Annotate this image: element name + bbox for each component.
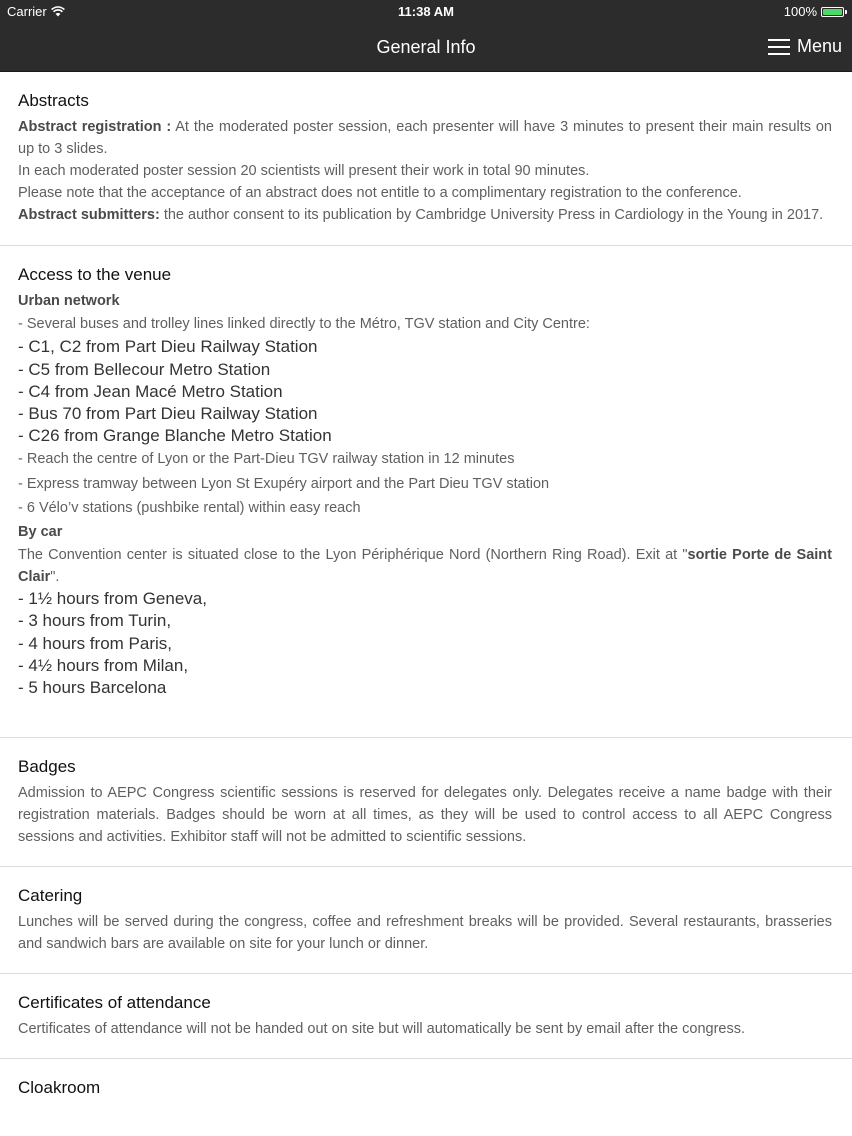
status-time: 11:38 AM <box>398 4 454 19</box>
page-title: General Info <box>376 37 476 57</box>
section-certificates <box>0 974 852 1059</box>
urban-intro: - Several buses and trolley lines linked directly to the Métro, TGV station and City Centre: <box>18 316 590 332</box>
section-title: Access to the venue <box>18 265 172 284</box>
abstract-session-text: In each moderated poster session 20 scientists will present their work in total 90 minutes. <box>18 163 590 179</box>
list-item: - 3 hours from Turin, <box>18 611 172 631</box>
info-content[interactable] <box>0 72 852 1121</box>
abstract-submitters-label: Abstract submitters: <box>18 207 160 223</box>
status-right <box>784 4 844 19</box>
car-directions-text: The Convention center is situated close to the Lyon Périphérique Nord (Northern Ring Road). Exit at "sortie Porte de Saint Clair". <box>18 547 832 586</box>
certificates-text: Certificates of attendance will not be handed out on site but will automatically be sent by email after the congress. <box>18 1021 746 1038</box>
car-exit-name: sortie Porte de Saint Clair <box>18 547 832 586</box>
list-item: - 4 hours from Paris, <box>18 633 172 653</box>
list-item: - C26 from Grange Blanche Metro Station <box>18 426 332 446</box>
hamburger-menu-icon <box>768 39 790 55</box>
menu-button[interactable] <box>768 36 842 57</box>
list-item: - 1½ hours from Geneva, <box>18 589 207 609</box>
section-title: Badges <box>18 757 76 777</box>
list-item: - Bus 70 from Part Dieu Railway Station <box>18 403 318 423</box>
section-title: Abstracts <box>18 91 89 110</box>
by-car-heading: By car <box>18 524 63 541</box>
urban-network-heading: Urban network <box>18 293 120 309</box>
abstract-acceptance-note: Please note that the acceptance of an abstract does not entitle to a complimentary registration to the conference. <box>18 185 742 201</box>
carrier-label: Carrier <box>7 4 47 19</box>
section-title: Catering <box>18 886 83 906</box>
badges-text: Admission to AEPC Congress scientific sessions is reserved for delegates only. Delegates receive a name badge with their registration materials. Badges should be worn at all times, as they will be used to control access to all AEPC Congress sessions and activities. Exhibitor staff will not be admitted to scientific sessions. <box>18 785 832 846</box>
section-access-venue <box>0 246 852 738</box>
list-item: - C1, C2 from Part Dieu Railway Station <box>18 337 318 357</box>
section-catering <box>0 867 852 974</box>
abstract-registration-label: Abstract registration : <box>18 119 172 135</box>
list-item: - Reach the centre of Lyon or the Part-Dieu TGV railway station in 12 minutes <box>18 451 515 468</box>
section-cloakroom <box>0 1059 852 1121</box>
list-item: - Express tramway between Lyon St Exupéry airport and the Part Dieu TGV station <box>18 475 550 492</box>
battery-percent: 100% <box>783 4 817 19</box>
list-item: - C5 from Bellecour Metro Station <box>18 359 271 379</box>
navigation-bar <box>0 24 852 72</box>
menu-label: Menu <box>796 36 842 56</box>
section-abstracts <box>0 72 852 246</box>
section-badges <box>0 738 852 867</box>
catering-text: Lunches will be served during the congress, coffee and refreshment breaks will be provided. Several restaurants, brasseries and sandwich bars are available on site for your lunch or dinner. <box>18 914 832 953</box>
section-title: Cloakroom <box>18 1078 101 1098</box>
list-item: - 5 hours Barcelona <box>18 678 167 698</box>
list-item: - 4½ hours from Milan, <box>18 655 189 675</box>
section-title: Certificates of attendance <box>18 993 211 1013</box>
list-item: - C4 from Jean Macé Metro Station <box>18 381 283 401</box>
list-item: - 6 Vélo’v stations (pushbike rental) within easy reach <box>18 499 361 516</box>
status-bar <box>0 0 852 24</box>
abstract-submitters-text: Abstract submitters: the author consent to its publication by Cambridge University Press in Cardiology in the Young in 2017. <box>18 207 824 223</box>
abstract-registration-text: Abstract registration : At the moderated poster session, each presenter will have 3 minutes to present their main results on up to 3 slides. <box>18 119 832 157</box>
battery-icon <box>821 7 844 17</box>
